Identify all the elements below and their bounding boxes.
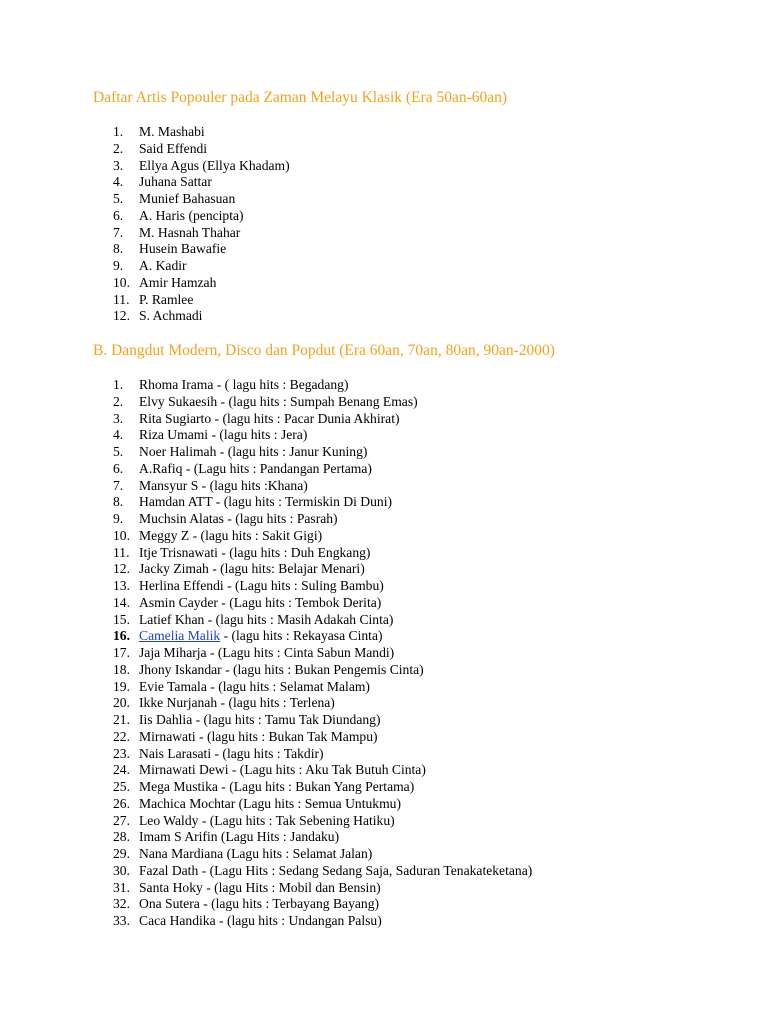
list-item-text: Munief Bahasuan <box>139 191 236 206</box>
list-item-number: 11. <box>113 291 130 307</box>
list-item-text: Amir Hamzah <box>139 274 217 290</box>
list-item-number: 9. <box>113 258 124 273</box>
list-item-text: Meggy Z - (lagu hits : Sakit Gigi) <box>139 527 323 543</box>
list-item-text: Fazal Dath - (Lagu Hits : Sedang Sedang Saja, Saduran Tenakateketana) <box>139 862 533 878</box>
list-item-text: Ikke Nurjanah - (lagu hits : Terlena) <box>139 695 335 711</box>
list-item-text: Imam S Arifin (Lagu Hits : Jandaku) <box>139 829 340 845</box>
list-item-number: 24. <box>113 762 130 778</box>
list-item-number: 7. <box>113 477 124 493</box>
list-item-number: 8. <box>113 494 124 510</box>
list-item-number: 1. <box>113 124 124 139</box>
list-item-text: Husein Bawafie <box>139 241 227 257</box>
list-item-number: 30. <box>113 862 130 878</box>
list-item-number: 18. <box>113 661 130 677</box>
list-item-text: Said Effendi <box>139 140 208 156</box>
list-item-number: 8. <box>113 241 124 257</box>
list-item-number: 5. <box>113 191 124 206</box>
list-item-text: Mirnawati - (lagu hits : Bukan Tak Mampu) <box>139 728 378 744</box>
list-item-number: 12. <box>113 308 130 324</box>
list-item-number: 12. <box>113 561 130 577</box>
list-item-text: Mega Mustika - (Lagu hits : Bukan Yang Pertama) <box>139 779 415 794</box>
list-item-number: 3. <box>113 157 124 173</box>
list-item-text: Asmin Cayder - (Lagu hits : Tembok Derita) <box>139 594 382 610</box>
list-item-number: 10. <box>113 527 130 543</box>
list-item-text: Hamdan ATT - (lagu hits : Termiskin Di Duni) <box>139 494 393 510</box>
list-item-text: Elvy Sukaesih - (lagu hits : Sumpah Benang Emas) <box>139 393 418 409</box>
list-item-number: 19. <box>113 678 130 694</box>
list-item-number: 1. <box>113 377 124 392</box>
list-item-text: Mirnawati Dewi - (Lagu hits : Aku Tak Butuh Cinta) <box>139 762 426 778</box>
list-item-text: Latief Khan - (lagu hits : Masih Adakah Cinta) <box>139 611 394 627</box>
list-item-number: 29. <box>113 846 130 861</box>
list-item-number: 9. <box>113 511 124 526</box>
list-item-number: 16. <box>113 628 130 644</box>
list-item-number: 6. <box>113 207 124 223</box>
list-item-text: S. Achmadi <box>139 308 203 324</box>
list-item-text: Riza Umami - (lagu hits : Jera) <box>139 427 308 443</box>
list-item-text: Jaja Miharja - (Lagu hits : Cinta Sabun Mandi) <box>139 645 395 660</box>
list-item-text: Ellya Agus (Ellya Khadam) <box>139 157 290 173</box>
list-item-text: Rita Sugiarto - (lagu hits : Pacar Dunia Akhirat) <box>139 410 400 426</box>
list-item-text <box>139 628 383 645</box>
list-item-text: Noer Halimah - (lagu hits : Janur Kuning) <box>139 444 368 459</box>
list-item-text: Caca Handika - (lagu hits : Undangan Palsu) <box>139 913 382 928</box>
list-item-number: 17. <box>113 645 130 660</box>
list-item-text: Iis Dahlia - (lagu hits : Tamu Tak Diundang) <box>139 712 381 727</box>
list-item-number: 31. <box>113 879 130 895</box>
list-item-number: 22. <box>113 728 130 744</box>
list-item-text: Nais Larasati - (lagu hits : Takdir) <box>139 745 324 761</box>
section-2-heading: B. Dangdut Modern, Disco dan Popdut (Era 60an, 70an, 80an, 90an-2000) <box>93 342 555 359</box>
list-item-text: Evie Tamala - (lagu hits : Selamat Malam) <box>139 678 370 694</box>
list-item-text: Juhana Sattar <box>139 174 212 190</box>
section-1-heading: Daftar Artis Popouler pada Zaman Melayu Klasik (Era 50an-60an) <box>93 89 508 106</box>
list-item-number: 20. <box>113 695 130 711</box>
list-item-text: M. Hasnah Thahar <box>139 224 241 240</box>
list-item-number: 14. <box>113 594 130 610</box>
list-item-number: 5. <box>113 444 124 459</box>
list-item-number: 21. <box>113 712 130 727</box>
list-item-number: 7. <box>113 224 124 240</box>
list-item-number: 6. <box>113 460 124 476</box>
list-item-text: Ona Sutera - (lagu hits : Terbayang Bayang) <box>139 896 380 912</box>
list-item-text: Nana Mardiana (Lagu hits : Selamat Jalan) <box>139 846 373 861</box>
list-item-text: Santa Hoky - (lagu Hits : Mobil dan Bensin) <box>139 879 381 895</box>
list-item-number: 2. <box>113 393 124 409</box>
list-item-number: 28. <box>113 829 130 845</box>
list-item-text: Mansyur S - (lagu hits :Khana) <box>139 477 308 493</box>
list-item-number: 2. <box>113 140 124 156</box>
list-item-number: 26. <box>113 795 130 811</box>
list-item-text: Leo Waldy - (Lagu hits : Tak Sebening Hatiku) <box>139 812 395 828</box>
list-item-text: Itje Trisnawati - (lagu hits : Duh Engkang) <box>139 544 371 560</box>
list-item-rest-text: - (lagu hits : Rekayasa Cinta) <box>220 628 383 644</box>
list-item-number: 15. <box>113 611 130 627</box>
list-item-text: A. Haris (pencipta) <box>139 207 244 223</box>
list-item-number: 3. <box>113 410 124 426</box>
list-item-text: Herlina Effendi - (Lagu hits : Suling Bambu) <box>139 578 384 593</box>
list-item-number: 25. <box>113 779 130 794</box>
list-item-number: 32. <box>113 896 130 912</box>
list-item-text: Muchsin Alatas - (lagu hits : Pasrah) <box>139 511 338 526</box>
list-item-text: P. Ramlee <box>139 291 194 307</box>
list-item-number: 33. <box>113 913 130 928</box>
list-item-text: Jhony Iskandar - (lagu hits : Bukan Pengemis Cinta) <box>139 661 424 677</box>
list-item-number: 4. <box>113 427 124 443</box>
list-item-text: Rhoma Irama - ( lagu hits : Begadang) <box>139 377 349 392</box>
list-item-text: M. Mashabi <box>139 124 205 139</box>
list-item-number: 13. <box>113 578 130 593</box>
list-item-number: 27. <box>113 812 130 828</box>
list-item-text: A. Kadir <box>139 258 187 273</box>
list-item-number: 23. <box>113 745 130 761</box>
list-item-number: 4. <box>113 174 124 190</box>
list-item-text: Jacky Zimah - (lagu hits: Belajar Menari) <box>139 561 365 577</box>
list-item-number: 11. <box>113 544 130 560</box>
list-item-text: Machica Mochtar (Lagu hits : Semua Untukmu) <box>139 795 401 811</box>
list-item-text: A.Rafiq - (Lagu hits : Pandangan Pertama) <box>139 460 372 476</box>
list-item-number: 10. <box>113 274 130 290</box>
artist-link[interactable]: Camelia Malik <box>139 628 221 644</box>
